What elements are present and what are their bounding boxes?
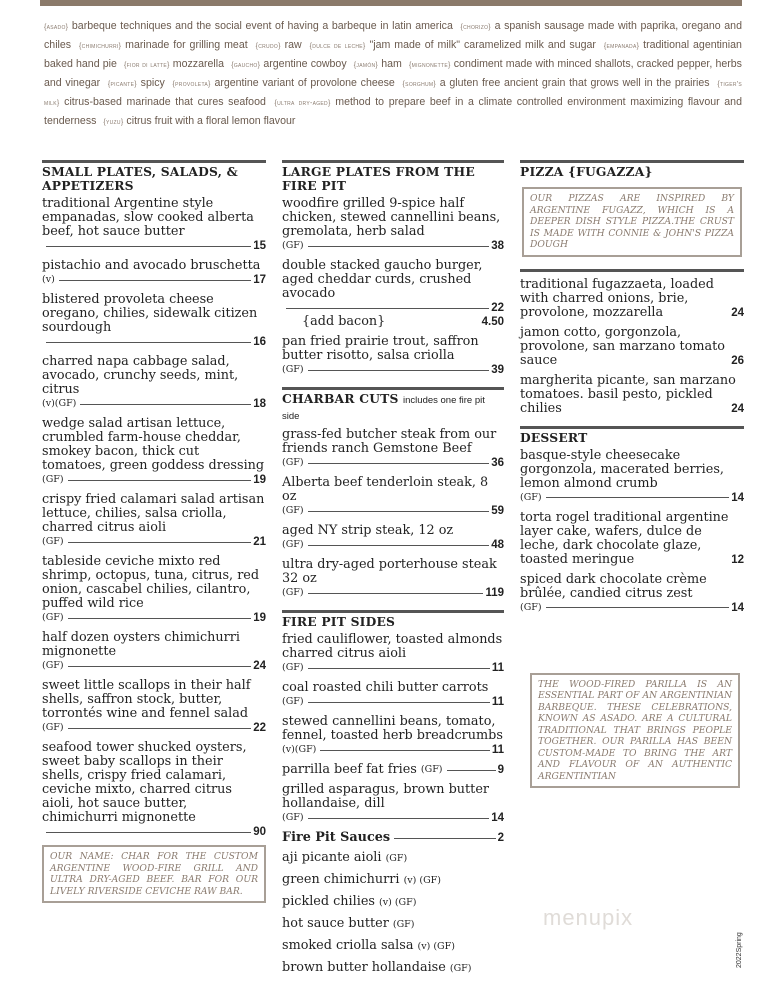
menu-item: half dozen oysters chimichurri mignonette (GF) 24 (42, 630, 266, 672)
diet-tag: (GF) (282, 457, 304, 468)
column-pizza-dessert (520, 160, 744, 788)
glossary-entry: {gaucho} argentine cowboy (231, 57, 347, 70)
price: 22 (253, 722, 266, 734)
diet-tag: (GF) (282, 587, 304, 598)
section-rule (520, 160, 744, 163)
price: 48 (491, 539, 504, 551)
sauces-title: Fire Pit Sauces (282, 830, 391, 845)
price: 14 (491, 812, 504, 824)
price: 22 (491, 302, 504, 314)
glossary-entry: {dulce de leche} "jam made of milk" caramelized milk and sugar (309, 38, 596, 51)
menu-item: woodfire grilled 9-spice half chicken, stewed cannellini beans, gremolata, herb salad (GF) 38 (282, 196, 504, 252)
note-box-pizza: OUR PIZZAS ARE INSPIRED BY ARGENTINE FUGAZZ, WHICH IS A DEEPER DISH STYLE PIZZA.THE CRUST IS MADE WITH CONNIE & JOHN'S PIZZA DOUGH (522, 187, 742, 257)
diet-tag: (GF) (282, 662, 304, 673)
price: 38 (491, 240, 504, 252)
glossary-entry: {mignonette} condiment made with minced shallots, cracked pepper, herbs and vinegar (44, 57, 742, 89)
top-divider-bar (40, 0, 742, 6)
price: 24 (253, 660, 266, 672)
watermark: menupix (543, 905, 634, 930)
price: 36 (491, 457, 504, 469)
glossary-entry: {jamón} ham (353, 57, 402, 70)
sauce-item: brown butter hollandaise (GF) (282, 960, 472, 975)
diet-tag: (GF) (282, 539, 304, 550)
section-rule (520, 269, 744, 272)
glossary-entry: {sorghum} a gluten free ancient grain that grows well in the prairies (402, 76, 710, 89)
menu-item: aged NY strip steak, 12 oz (GF) 48 (282, 523, 504, 551)
price: 17 (253, 274, 266, 286)
price: 19 (253, 474, 266, 486)
section-title-dessert: DESSERT (520, 429, 588, 445)
price: 90 (253, 826, 266, 838)
price: 16 (253, 336, 266, 348)
diet-tag: (GF) (282, 364, 304, 375)
menu-item: pan fried prairie trout, saffron butter risotto, salsa criolla (GF) 39 (282, 334, 504, 376)
price: 11 (491, 662, 504, 674)
glossary-entry: {empanada} traditional agentinian baked hand pie (44, 38, 742, 70)
diet-tag: (GF) (42, 536, 64, 547)
diet-tag: (GF) (520, 601, 542, 613)
menu-item: double stacked gaucho burger, aged cheddar curds, crushed avocado 22 {add bacon} 4.50 (282, 258, 504, 329)
menu-item: seafood tower shucked oysters, sweet baby scallops in their shells, crispy fried calamari, ceviche mixto, charred citrus aioli, hot sauce butter, chimichurri mignonette 90 (42, 740, 266, 838)
price: 15 (253, 240, 266, 252)
glossary (44, 18, 742, 131)
diet-tag: (GF) (42, 660, 64, 671)
sauce-item: aji picante aioli (GF) (282, 850, 408, 865)
menu-item: stewed cannellini beans, tomato, fennel, toasted herb breadcrumbs (v)(GF) 11 (282, 714, 504, 756)
menu-item: traditional Argentine style empanadas, slow cooked alberta beef, hot sauce butter 15 (42, 196, 266, 252)
section-rule (282, 160, 504, 163)
price: 26 (731, 354, 744, 367)
diet-tag: (v) (42, 274, 55, 285)
section-rule (42, 160, 266, 163)
price: 2 (497, 832, 504, 844)
price: 24 (731, 306, 744, 319)
menu-item: crispy fried calamari salad artisan lettuce, chilies, salsa criolla, charred citrus aioli (GF) 21 (42, 492, 266, 548)
diet-tag: (v)(GF) (42, 398, 77, 409)
menu-item: grilled asparagus, brown butter hollandaise, dill (GF) 14 (282, 782, 504, 824)
glossary-entry: {ultra dry-aged} method to prepare beef in a climate controlled environment maximizing flavour and tenderness (44, 95, 742, 127)
section-title-large-plates: LARGE PLATES FROM THE FIRE PIT (282, 164, 475, 193)
menu-item: basque-style cheesecake gorgonzola, macerated berries, lemon almond crumb (GF) 14 (520, 447, 744, 504)
diet-tag: (GF) (42, 612, 64, 623)
diet-tag: (GF) (282, 505, 304, 516)
diet-tag: (GF) (42, 722, 64, 733)
price: 12 (731, 553, 744, 566)
menu-item: margherita picante, san marzano tomatoes. basil pesto, pickled chilies 24 (520, 372, 744, 416)
section-title-pizza: PIZZA {FUGAZZA} (520, 164, 653, 179)
diet-tag: (GF) (282, 812, 304, 823)
menu-item: traditional fugazzaeta, loaded with charred onions, brie, provolone, mozzarella 24 (520, 276, 744, 320)
diet-tag: (GF) (282, 240, 304, 251)
menu-item: spiced dark chocolate crème brûlée, candied citrus zest (GF) 14 (520, 571, 744, 614)
price: 24 (731, 402, 744, 415)
section-rule (520, 426, 744, 429)
menu-item: wedge salad artisan lettuce, crumbled farm-house cheddar, smokey bacon, thick cut tomatoes, green goddess dressing (GF) 19 (42, 416, 266, 486)
menu-item: pistachio and avocado bruschetta (v) 17 (42, 258, 266, 286)
menu-item: ultra dry-aged porterhouse steak 32 oz (GF) 119 (282, 557, 504, 599)
price: 14 (731, 491, 744, 504)
diet-tag: (GF) (520, 491, 542, 503)
price: 14 (731, 601, 744, 614)
column-small-plates (42, 160, 266, 903)
price: 19 (253, 612, 266, 624)
sauce-item: smoked criolla salsa (v) (GF) (282, 938, 455, 953)
glossary-entry: {provoleta} argentine variant of provolone cheese (172, 76, 395, 89)
menu-item: fried cauliflower, toasted almonds charred citrus aioli (GF) 11 (282, 632, 504, 674)
menu-item: sweet little scallops in their half shells, saffron stock, butter, torrontés wine and fennel salad (GF) 22 (42, 678, 266, 734)
price: 39 (491, 364, 504, 376)
diet-tag: (GF) (42, 474, 64, 485)
menu-item: charred napa cabbage salad, avocado, crunchy seeds, mint, citrus (v)(GF) 18 (42, 354, 266, 410)
section-title-fire-pit-sides: FIRE PIT SIDES (282, 614, 396, 629)
section-title-small-plates: SMALL PLATES, SALADS, & APPETIZERS (42, 164, 238, 193)
menu-item: tableside ceviche mixto red shrimp, octopus, tuna, citrus, red onion, cascabel chilies, cilantro, puffed wild rice (GF) 19 (42, 554, 266, 624)
sauce-item: hot sauce butter (GF) (282, 916, 415, 931)
price: 9 (497, 764, 504, 776)
menu-item: blistered provoleta cheese oregano, chilies, sidewalk citizen sourdough 16 (42, 292, 266, 348)
note-box-our-name: OUR NAME: CHAR FOR THE CUSTOM ARGENTINE WOOD-FIRE GRILL AND ULTRA DRY-AGED BEEF. BAR FOR OUR LIVELY RIVERSIDE CEVICHE RAW BAR. (42, 845, 266, 903)
sauce-item: green chimichurri (v) (GF) (282, 872, 441, 887)
price: 11 (491, 744, 504, 756)
sauces-header (282, 831, 504, 845)
addon-label: {add bacon} (302, 314, 386, 329)
section-title-charbar-cuts: CHARBAR CUTS includes one fire pit side (282, 391, 485, 422)
glossary-entry: {fior di latte} mozzarella (124, 57, 225, 70)
glossary-entry: {tiger's milk} citrus-based marinade that cures seafood (44, 80, 743, 108)
section-rule (282, 387, 504, 390)
glossary-entry: {chorizo} a spanish sausage made with paprika, oregano and chiles (44, 20, 742, 51)
menu-item: parrilla beef fat fries (GF) 9 (282, 762, 504, 777)
glossary-entry: {picante} spicy (107, 76, 165, 89)
menu-item: Alberta beef tenderloin steak, 8 oz (GF) 59 (282, 475, 504, 517)
sauce-item: pickled chilies (v) (GF) (282, 894, 417, 909)
glossary-entry: {chimichurri} marinade for grilling meat (79, 38, 248, 51)
price: 11 (491, 696, 504, 708)
menu-item: coal roasted chili butter carrots (GF) 11 (282, 680, 504, 708)
price: 21 (253, 536, 266, 548)
glossary-entry: {yuzu} citrus fruit with a floral lemon flavour (103, 114, 296, 127)
menu-item: torta rogel traditional argentine layer cake, wafers, dulce de leche, dark chocolate glaze, toasted meringue 12 (520, 509, 744, 567)
diet-tag: (v)(GF) (282, 744, 317, 755)
season-label: 2022Spring (736, 932, 743, 968)
diet-tag: (GF) (282, 696, 304, 707)
price: 18 (253, 398, 266, 410)
price: 59 (491, 505, 504, 517)
diet-tag: (GF) (420, 764, 443, 775)
column-large-plates (282, 160, 504, 983)
menu-item: jamon cotto, gorgonzola, provolone, san marzano tomato sauce 26 (520, 324, 744, 368)
note-box-parilla: THE WOOD-FIRED PARILLA IS AN ESSENTIAL PART OF AN ARGENTINIAN BARBEQUE. THESE CELEBRATIONS, KNOWN AS ASADO. ARE A CULTURAL TRADITIONAL THAT BRINGS PEOPLE TOGETHER. OUR PARILLA HAS BEEN CUSTOM-MADE TO BRING THE ART AND FLAVOUR OF AN AUTHENTIC ARGENTINTIAN (530, 673, 740, 789)
section-rule (282, 610, 504, 613)
price: 119 (485, 587, 504, 599)
menu-item: grass-fed butcher steak from our friends ranch Gemstone Beef (GF) 36 (282, 427, 504, 469)
addon-price: 4.50 (481, 316, 504, 328)
glossary-entry: {asado} barbeque techniques and the social event of having a barbeque in latin america (44, 20, 453, 32)
glossary-entry: {crudo} raw (255, 38, 302, 51)
